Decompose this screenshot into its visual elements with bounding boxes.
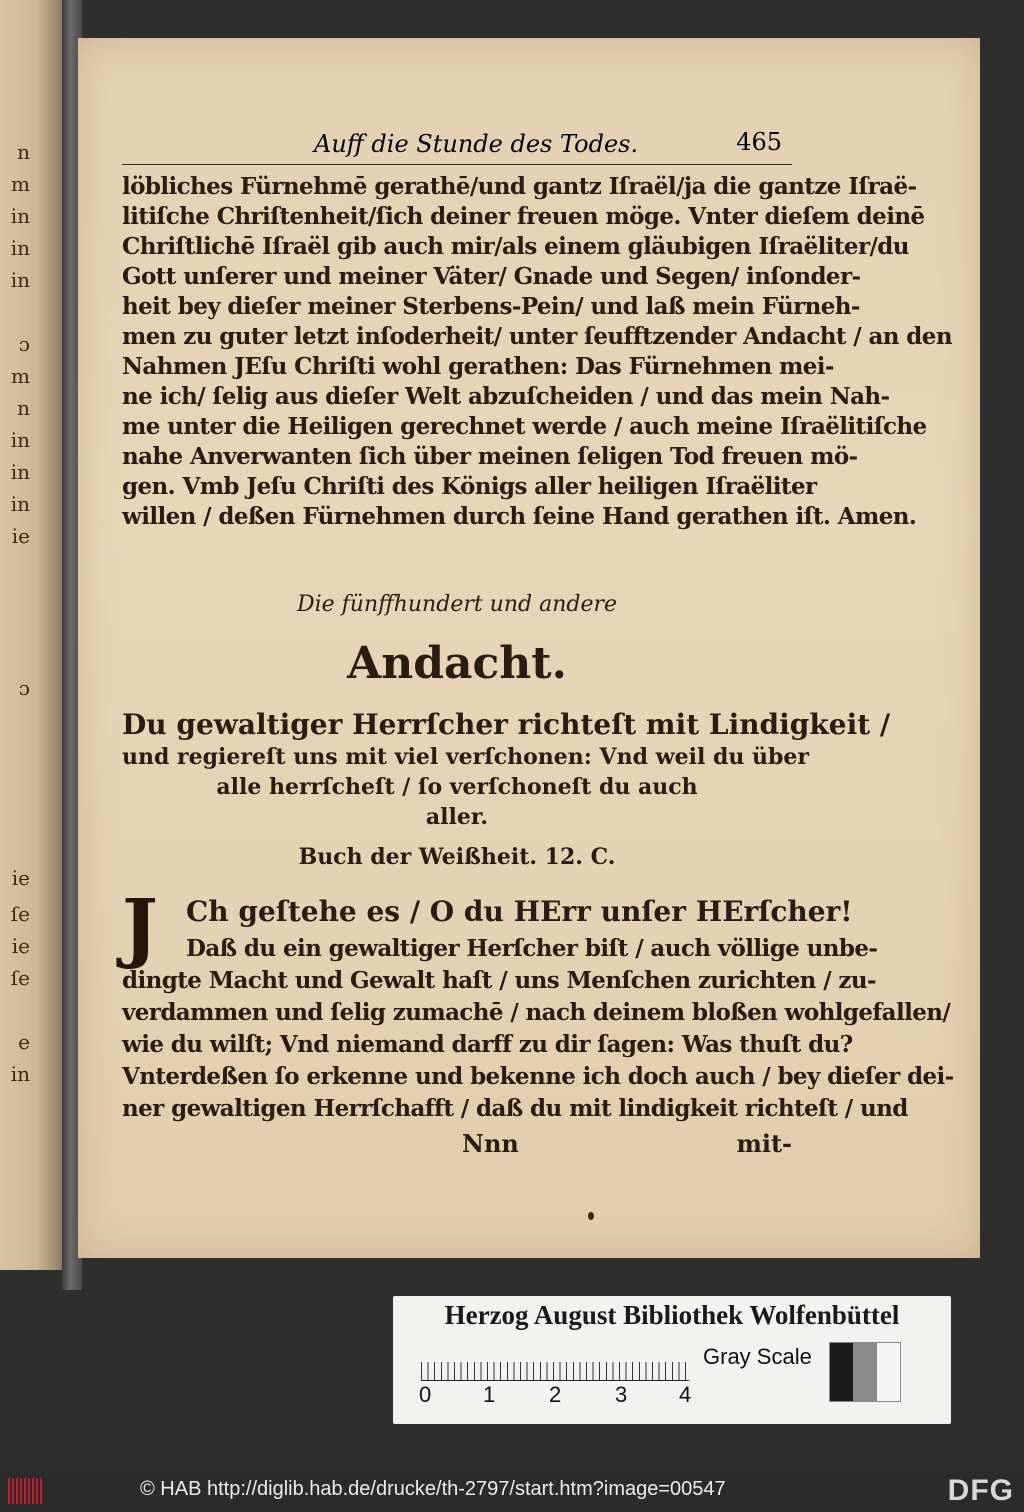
edge-char: in (10, 236, 30, 260)
text-line: ne ich/ ſelig aus dieſer Welt abzuſcheiden / und das mein Nah‑ (122, 383, 890, 410)
book-page (78, 38, 980, 1258)
text-line: wie du wilſt; Vnd niemand darff zu dir ſagen: Was thuſt du? (122, 1031, 853, 1058)
edge-char: m (11, 364, 30, 388)
text-line: Nahmen JEſu Chriſti wohl gerathen: Das Fürnehmen mei‑ (122, 353, 834, 380)
hab-logo-icon (8, 1478, 42, 1504)
edge-char: ɔ (18, 676, 30, 700)
text-line: gen. Vmb Jeſu Chriſti des Königs aller heiligen Iſraëliter (122, 473, 817, 500)
ink-speck (588, 1212, 594, 1220)
ruler-number: 2 (549, 1382, 562, 1407)
drop-cap: J (122, 882, 158, 971)
page-number: 465 (736, 128, 782, 156)
page-footer (122, 1126, 792, 1162)
text-line: verdammen und ſelig zumachē / nach deinem bloßen wohlgefallen/ (122, 999, 951, 1026)
swatch-black (830, 1343, 853, 1401)
edge-char: ie (11, 524, 30, 548)
edge-char: in (10, 460, 30, 484)
viewer-footer (0, 1470, 1024, 1512)
text-line: men zu guter letzt inſoderheit/ unter ſeufftzender Andacht / an den (122, 323, 952, 350)
text-line: heit bey dieſer meiner Sterbens‑Pein/ und laß mein Fürneh‑ (122, 293, 860, 320)
motto-line: Du gewaltiger Herrſcher richteſt mit Lindigkeit / (122, 708, 891, 741)
text-line: Gott unſerer und meiner Väter/ Gnade und Segen/ inſonder‑ (122, 263, 861, 290)
prayer-first-line: Ch geſtehe es / O du HErr unſer HErſcher! (186, 895, 853, 928)
adjacent-page-edge (0, 0, 62, 1270)
text-line: Vnterdeßen ſo erkenne und bekenne ich doch auch / bey dieſer dei‑ (122, 1063, 954, 1090)
text-line: willen / deßen Fürnehmen durch ſeine Hand gerathen iſt. Amen. (122, 503, 917, 530)
ruler-number: 0 (419, 1382, 432, 1407)
edge-char: in (10, 268, 30, 292)
text-line: litiſche Chriſtenheit/ſich deiner freuen möge. Vnter dieſem deinē (122, 203, 925, 230)
edge-char: ie (11, 866, 30, 890)
edge-char: e (18, 1030, 30, 1054)
text-line: Daß du ein gewaltiger Herſcher biſt / auch völlige unbe‑ (186, 935, 878, 962)
section-title: Andacht. (347, 638, 567, 689)
ruler-number: 4 (679, 1382, 692, 1407)
text-line: ner gewaltigen Herrſchafft / daß du mit lindigkeit richteſt / und (122, 1095, 908, 1122)
edge-char: ɔ (18, 332, 30, 356)
edge-char: ſe (10, 966, 30, 990)
dfg-logo: DFG (947, 1474, 1014, 1507)
swatch-gray (853, 1343, 876, 1401)
gray-scale-label: Gray Scale (703, 1344, 812, 1369)
motto-line: alle herrſcheſt / ſo verſchoneſt du auch (216, 774, 698, 800)
edge-char: ie (11, 934, 30, 958)
catchword: mit‑ (736, 1129, 792, 1158)
ruler-number: 3 (615, 1382, 628, 1407)
color-scale-card (393, 1296, 951, 1424)
ruler-number: 1 (483, 1382, 496, 1407)
text-line: Chriſtlichē Iſraël gib auch mir/als einem gläubigen Iſraëliter/du (122, 233, 909, 260)
edge-char: m (11, 172, 30, 196)
edge-char: n (17, 140, 30, 164)
edge-char: in (10, 428, 30, 452)
signature-mark: Nnn (462, 1129, 519, 1158)
edge-char: ſe (10, 902, 30, 926)
text-line: löbliches Fürnehmē gerathē/und gantz Iſraël/ja die gantze Iſraë‑ (122, 173, 917, 200)
swatch-white (877, 1343, 900, 1401)
gray-swatches (829, 1342, 901, 1402)
motto-line: und regiereſt uns mit viel verſchonen: Vnd weil du über (122, 744, 809, 770)
edge-char: in (10, 492, 30, 516)
section-subtitle: Die fünffhundert und andere (296, 592, 618, 617)
source-link[interactable]: © HAB http://diglib.hab.de/drucke/th-2797/start.htm?image=00547 (140, 1478, 726, 1500)
scripture-source: Buch der Weißheit. 12. C. (298, 844, 616, 870)
ruler (421, 1348, 689, 1381)
motto-line: aller. (425, 804, 489, 830)
edge-char: in (10, 1062, 30, 1086)
text-line: me unter die Heiligen gerechnet werde / auch meine Iſraëlitiſche (122, 413, 927, 440)
running-head-title: Auff die Stunde des Todes. (314, 130, 639, 158)
text-line: nahe Anverwanten ſich über meinen ſeligen Tod freuen mö‑ (122, 443, 858, 470)
running-head (122, 124, 792, 165)
institution-name: Herzog August Bibliothek Wolfenbüttel (444, 1300, 900, 1330)
edge-char: in (10, 204, 30, 228)
edge-char: n (17, 396, 30, 420)
text-line: dingte Macht und Gewalt haſt / uns Menſchen zurichten / zu‑ (122, 967, 876, 994)
